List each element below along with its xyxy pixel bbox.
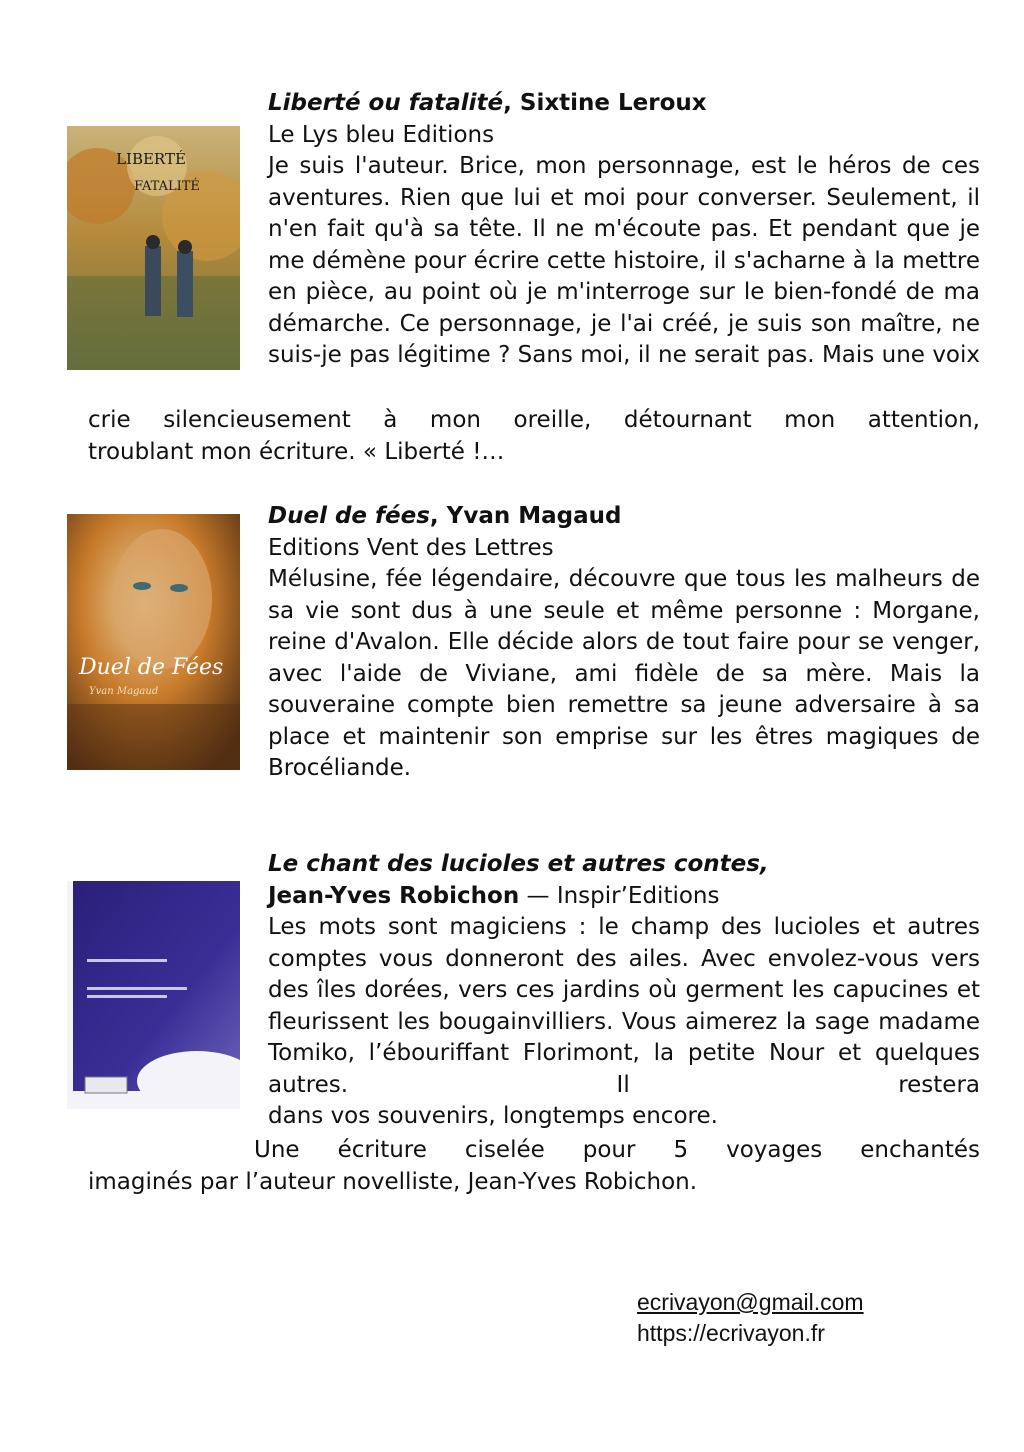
book-title: Duel de fées <box>268 503 430 529</box>
book-entry-3-closing <box>88 1135 980 1198</box>
book-author: Jean-Yves Robichon <box>268 882 520 909</box>
book-cover-liberte-ou-fatalite <box>67 126 240 370</box>
book-entry-3 <box>268 849 980 1133</box>
cover-title-text: Duel de Fées <box>79 655 224 680</box>
book-author: , Sixtine Leroux <box>503 90 707 116</box>
book-publisher: Le Lys bleu Editions <box>268 121 495 148</box>
book-title: Le chant des lucioles et autres contes, <box>268 851 769 877</box>
book-title: Liberté ou fatalité <box>268 90 504 116</box>
website-text: https://ecrivayon.fr <box>637 1320 825 1346</box>
closing-line-end: imaginés par l’auteur novelliste, Jean-Yves Robichon. <box>88 1168 698 1195</box>
book-entry-1-continued <box>88 405 980 468</box>
cover-title-text: LIBERTÉ <box>116 150 186 168</box>
book-description: Les mots sont magiciens : le champ des lucioles et autres comptes vous donneront des ailes. Avec envolez-vous vers des îles dorées, vers ces jardins où germent les capucines et fleurissent les bougainvilliers. Vous aimerez la sage madame Tomiko, l’ébouriffant Florimont, la petite Nour et quelques autres. Il restera <box>268 914 980 1098</box>
cover-author-text: Yvan Magaud <box>89 686 159 697</box>
book-description: Mélusine, fée légendaire, découvre que tous les malheurs de sa vie sont dus à une seule et même personne : Morgane, reine d'Avalon. Elle décide alors de tout faire pour se venger, avec l'aide de Viviane, ami fidèle de sa mère. Mais la souveraine compte bien remettre sa jeune adversaire à sa place et maintenir son emprise sur les êtres magiques de <box>268 566 980 750</box>
book-description: Je suis l'auteur. Brice, mon personnage, est le héros de ces aventures. Rien que lui et moi pour converser. Seulement, il n'en fait qu'à sa tête. Il ne m'écoute pas. Et pendant que je me démène pour écrire cette histoire, il s'acharne à la mettre en pièce, au point où je m'interroge sur le bien-fondé de ma démarche. Ce personnage, je l'ai créé, je suis son maître, ne suis-je pas légitime ? Sans moi, il ne serait pas. Mais une voix <box>268 153 980 368</box>
book-entry-1 <box>268 88 980 372</box>
book-entry-2 <box>268 501 980 785</box>
cover-title-text-2: FATALITÉ <box>134 179 200 194</box>
book-description-end: Brocéliande. <box>268 755 412 781</box>
email-link[interactable]: ecrivayon@gmail.com <box>637 1289 864 1315</box>
book-author: , Yvan Magaud <box>429 503 622 529</box>
book-description-end: dans vos souvenirs, longtemps encore. <box>268 1103 718 1129</box>
book-cover-duel-de-fees <box>67 514 240 770</box>
book-publisher: Editions Vent des Lettres <box>268 534 554 561</box>
book-description-end: troublant mon écriture. « Liberté !… <box>88 438 505 465</box>
book-cover-le-chant-des-lucioles <box>67 881 240 1109</box>
closing-line: Une écriture ciselée pour 5 voyages enchantés <box>254 1137 980 1163</box>
book-publisher: — Inspir’Editions <box>519 882 720 909</box>
book-description-full-width: crie silencieusement à mon oreille, détournant mon attention, <box>88 407 980 433</box>
contact-block <box>637 1287 864 1349</box>
